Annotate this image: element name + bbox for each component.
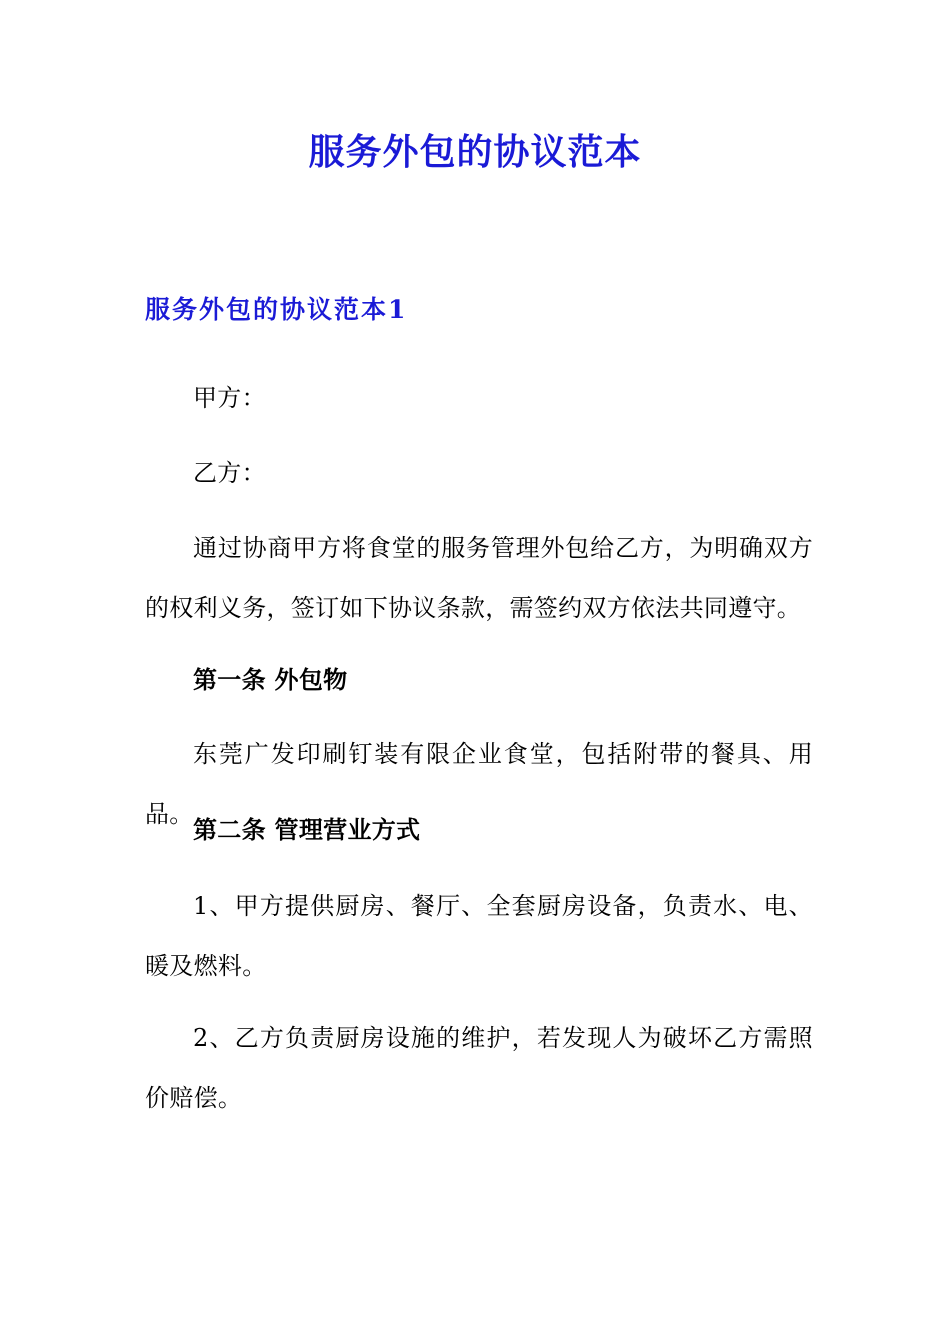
article-2-item-1: 1、甲方提供厨房、餐厅、全套厨房设备，负责水、电、暖及燃料。 <box>145 892 813 980</box>
article-1-body: 东莞广发印刷钉装有限企业食堂，包括附带的餐具、用品。 <box>145 740 813 828</box>
article-2-item-2: 2、乙方负责厨房设施的维护，若发现人为破坏乙方需照价赔偿。 <box>145 1024 813 1112</box>
party-a-line: 甲方： <box>193 384 266 412</box>
section-heading: 服务外包的协议范本1 <box>145 295 408 324</box>
article-1-heading: 第一条 外包物 <box>193 666 348 694</box>
document-title: 服务外包的协议范本 <box>308 131 642 173</box>
article-2-heading: 第二条 管理营业方式 <box>193 816 421 844</box>
intro-paragraph: 通过协商甲方将食堂的服务管理外包给乙方，为明确双方的权利义务，签订如下协议条款，需签约双方依法共同遵守。 <box>145 534 813 622</box>
party-b-line: 乙方： <box>193 459 266 487</box>
